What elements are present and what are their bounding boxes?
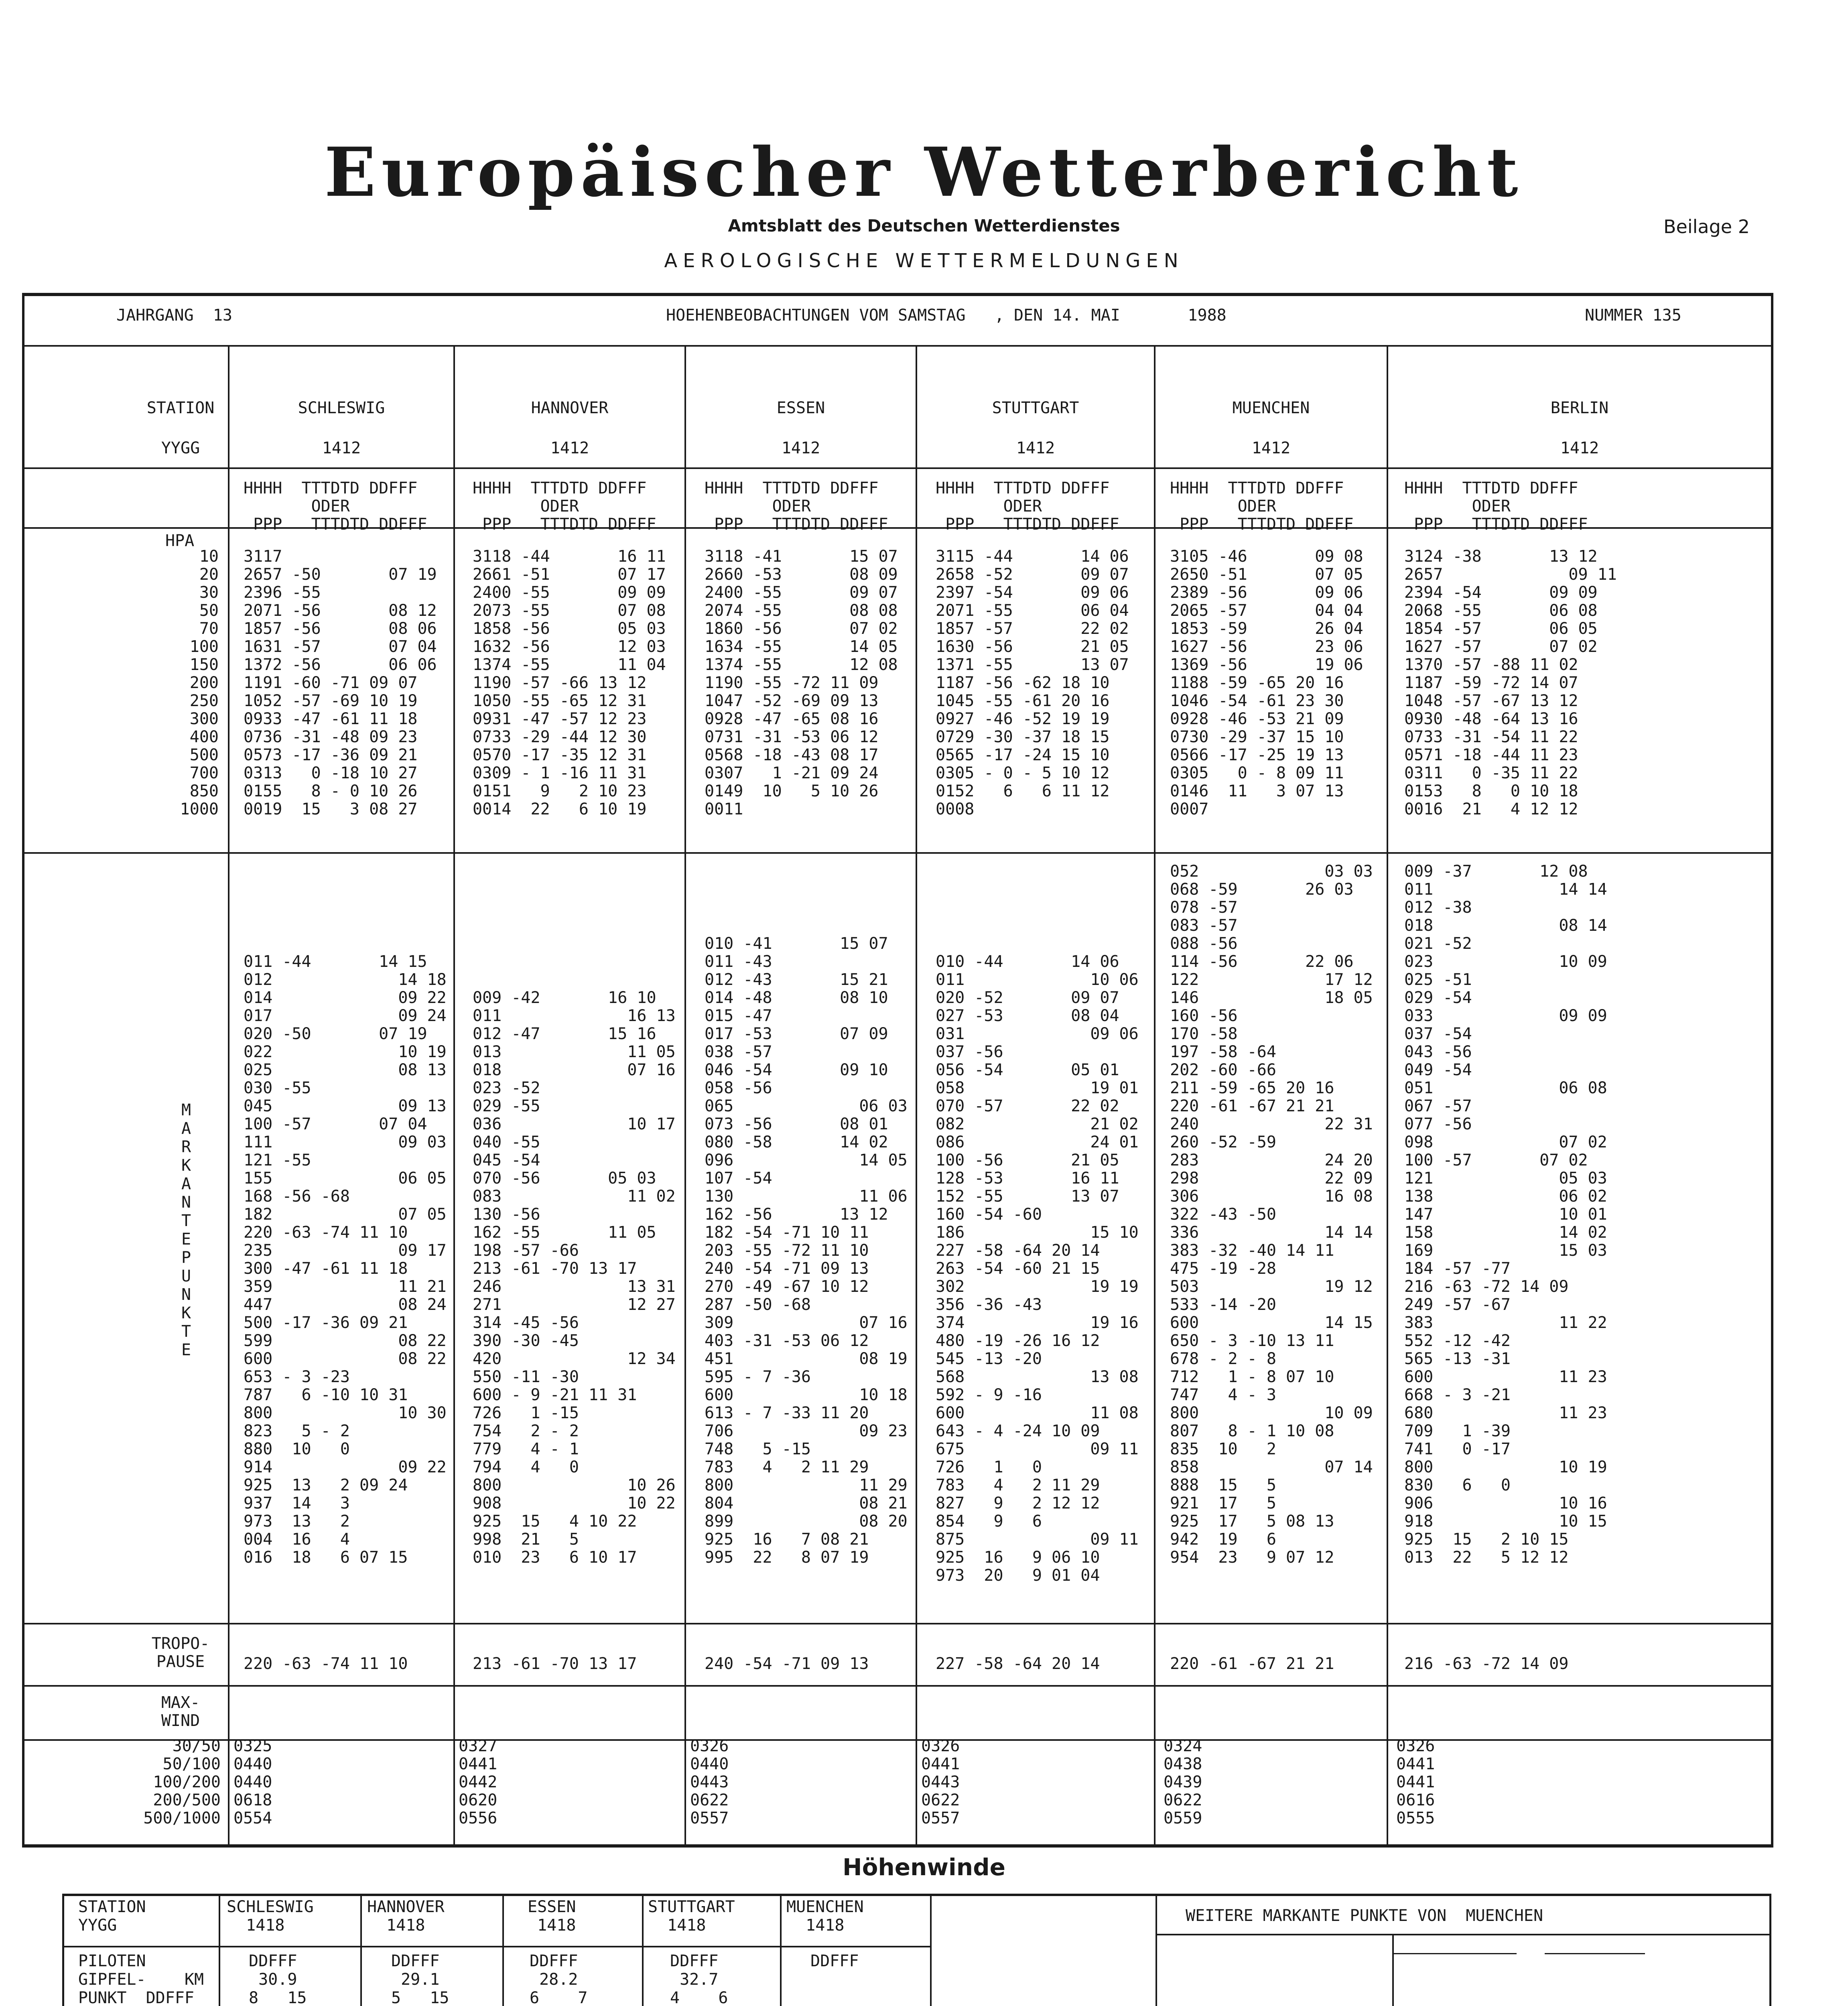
col-sep [453,345,455,1846]
col-sep [916,345,917,1846]
standard-levels: 3115 -44 14 06 2658 -52 09 07 2397 -54 09 06 2071 -55 06 04 1857 -57 22 02 1630 -56 21 05 1371 -55 13 07 1187 -56 -62 18 10 1045 -55 -61 20 16 0927 -46 -52 19 19 0729 -30 -37 18 15 0565 -17 -24 15 10 0305 - 0 - 5 10 12 0152 6 6 11 12 0008 [936,547,1129,818]
maxwind-values: 0327 0441 0442 0620 0556 [459,1737,498,1827]
station-yygg: 1412 [781,439,820,457]
piloten-label: PILOTEN GIPFEL- KM PUNKT DDFFF [78,1952,204,2006]
ascent-table-right-border [1771,293,1773,1847]
station-name: HANNOVER [531,399,609,417]
gipfel-values: DDFFF 30.9 8 15 [249,1952,307,2006]
tropopause-values: 227 -58 -64 20 14 [936,1655,1100,1673]
tropopause-values: 216 -63 -72 14 09 [1404,1655,1569,1673]
supplement-label: Beilage 2 [1663,216,1750,238]
hpa-label: HPA [165,532,195,550]
markante-punkte-label: MARKANTE PUNKTE [181,1101,191,1359]
significant-points: 052 03 03 068 -59 26 03 078 -57 083 -57 088 -56 114 -56 22 06 122 17 12 146 18 05 160 -56 170 -58 197 -58 -64 202 -60 -66 211 -59 -65 20 16 220 -61 -67 21 21 240 22 31 260 -52 -59 283 24 20 298 22 09 306 16 08 322 -43 -50 336 14 14 383 -32 -40 14 11 475 -19 -28 503 19 12 533 -14 -20 600 14 15 650 - 3 -10 13 11 678 - 2 - 8 712 1 - 8 07 10 747 4 - 3 800 10 09 807 8 - 1 10 08 835 10 2 858 07 14 888 15 5 921 17 5 925 17 5 08 13 942 19 6 954 23 9 07 12 [1170,862,1373,1567]
tropopause-values: 220 -61 -67 21 21 [1170,1655,1334,1673]
winds-table-left-border [62,1894,64,2006]
maxwind-values: 0326 0440 0443 0622 0557 [690,1737,729,1827]
ascent-table-left-border [22,293,24,1847]
page-title: Europäischer Wetterbericht [324,132,1524,212]
maxwind-values: 0326 0441 0443 0622 0557 [921,1737,960,1827]
maxwind-layers: 30/50 50/100 100/200 200/500 500/1000 [143,1737,221,1827]
winds-station-label: STATION YYGG [78,1898,146,1935]
yygg-row-label: YYGG [161,439,200,457]
pressure-levels: 10 20 30 50 70 100 150 200 250 300 400 500 700 850 1000 [180,547,219,818]
station-name: SCHLESWIG [298,399,385,417]
tropopause-values: 213 -61 -70 13 17 [473,1655,637,1673]
col-sep [219,1894,220,2006]
significant-points: 009 -37 12 08 011 14 14 012 -38 018 08 14 021 -52 023 10 09 025 -51 029 -54 033 09 09 037 -54 043 -56 049 -54 051 06 08 067 -57 077 -56 098 07 02 100 -57 07 02 121 05 03 138 06 02 147 10 01 158 14 02 169 15 03 184 -57 -77 216 -63 -72 14 09 249 -57 -67 383 11 22 552 -12 -42 565 -13 -31 600 11 23 668 - 3 -21 680 11 23 709 1 -39 741 0 -17 800 10 19 830 6 0 906 10 16 918 10 15 925 15 2 10 15 013 22 5 12 12 [1404,862,1607,1567]
winds-table-top-border [62,1894,1771,1896]
col-sep [1392,1934,1394,2006]
tropopause-values: 240 -54 -71 09 13 [705,1655,869,1673]
ascent-table-top-border [22,293,1773,296]
wind-station-name: STUTTGART 1418 [648,1898,735,1935]
col-sep [1387,345,1388,1846]
row-sep [62,1946,931,1947]
row-sep [22,852,1773,854]
tropopause-label: TROPO- PAUSE [151,1634,210,1671]
winds-heading: Höhenwinde [843,1854,1005,1881]
ascent-meta-divider [22,345,1773,347]
row-sep [1156,1934,1771,1935]
station-name: STUTTGART [992,399,1079,417]
standard-levels: 3118 -44 16 11 2661 -51 07 17 2400 -55 09 09 2073 -55 07 08 1858 -56 05 03 1632 -56 12 03 1374 -55 11 04 1190 -57 -66 13 12 1050 -55 -65 12 31 0931 -47 -57 12 23 0733 -29 -44 12 30 0570 -17 -35 12 31 0309 - 1 -16 11 31 0151 9 2 10 23 0014 22 6 10 19 [473,547,666,818]
section-title: AEROLOGISCHE WETTERMELDUNGEN [664,250,1184,272]
winds-table-right-border [1769,1894,1771,2006]
station-name: BERLIN [1550,399,1609,417]
gipfel-values: DDFFF 28.2 6 7 [530,1952,588,2006]
station-yygg: 1412 [322,439,361,457]
standard-levels: 3118 -41 15 07 2660 -53 08 09 2400 -55 09 07 2074 -55 08 08 1860 -56 07 02 1634 -55 14 05 1374 -55 12 08 1190 -55 -72 11 09 1047 -52 -69 09 13 0928 -47 -65 08 16 0731 -31 -53 06 12 0568 -18 -43 08 17 0307 1 -21 09 24 0149 10 5 10 26 0011 [705,547,898,818]
significant-points: 009 -42 16 10 011 16 13 012 -47 15 16 013 11 05 018 07 16 023 -52 029 -55 036 10 17 040 -55 045 -54 070 -56 05 03 083 11 02 130 -56 162 -55 11 05 198 -57 -66 213 -61 -70 13 17 246 13 31 271 12 27 314 -45 -56 390 -30 -45 420 12 34 550 -11 -30 600 - 9 -21 11 31 726 1 -15 754 2 - 2 779 4 - 1 794 4 0 800 10 26 908 10 22 925 15 4 10 22 998 21 5 010 23 6 10 17 [473,989,676,1567]
station-yygg: 1412 [550,439,589,457]
significant-points: 010 -41 15 07 011 -43 012 -43 15 21 014 -48 08 10 015 -47 017 -53 07 09 038 -57 046 -54 09 10 058 -56 065 06 03 073 -56 08 01 080 -58 14 02 096 14 05 107 -54 130 11 06 162 -56 13 12 182 -54 -71 10 11 203 -55 -72 11 10 240 -54 -71 09 13 270 -49 -67 10 12 287 -50 -68 309 07 16 403 -31 -53 06 12 451 08 19 595 - 7 -36 600 10 18 613 - 7 -33 11 20 706 09 23 748 5 -15 783 4 2 11 29 800 11 29 804 08 21 899 08 20 925 16 7 08 21 995 22 8 07 19 [705,934,908,1567]
dash-sep [1392,1953,1517,1954]
row-sep [22,1685,1773,1687]
column-header: HHHH TTTDTD DDFFF ODER PPP TTTDTD DDFFF [473,479,656,534]
station-yygg: 1412 [1560,439,1599,457]
gipfel-values: DDFFF [810,1952,859,1970]
dash-sep [1545,1953,1645,1954]
maxwind-values: 0324 0438 0439 0622 0559 [1164,1737,1202,1827]
ascent-table-bottom-border [22,1844,1773,1848]
wind-station-name: HANNOVER 1418 [367,1898,445,1935]
maxwind-values: 0325 0440 0440 0618 0554 [234,1737,272,1827]
column-header: HHHH TTTDTD DDFFF ODER PPP TTTDTD DDFFF [1404,479,1588,534]
significant-points: 011 -44 14 15 012 14 18 014 09 22 017 09 24 020 -50 07 19 022 10 19 025 08 13 030 -55 045 09 13 100 -57 07 04 111 09 03 121 -55 155 06 05 168 -56 -68 182 07 05 220 -63 -74 11 10 235 09 17 300 -47 -61 11 18 359 11 21 447 08 24 500 -17 -36 09 21 599 08 22 600 08 22 653 - 3 -23 787 6 -10 10 31 800 10 30 823 5 - 2 880 10 0 914 09 22 925 13 2 09 24 937 14 3 973 13 2 004 16 4 016 18 6 07 15 [244,952,447,1567]
wind-station-name: ESSEN 1418 [528,1898,576,1935]
standard-levels: 3105 -46 09 08 2650 -51 07 05 2389 -56 09 06 2065 -57 04 04 1853 -59 26 04 1627 -56 23 06 1369 -56 19 06 1188 -59 -65 20 16 1046 -54 -61 23 30 0928 -46 -53 21 09 0730 -29 -37 15 10 0566 -17 -25 19 13 0305 0 - 8 09 11 0146 11 3 07 13 0007 [1170,547,1363,818]
issue-number: NUMMER 135 [1585,306,1681,325]
col-sep [684,345,686,1846]
standard-levels: 3124 -38 13 12 2657 09 11 2394 -54 09 09 2068 -55 06 08 1854 -57 06 05 1627 -57 07 02 1370 -57 -88 11 02 1187 -59 -72 14 07 1048 -57 -67 13 12 0930 -48 -64 13 16 0733 -31 -54 11 22 0571 -18 -44 11 23 0311 0 -35 11 22 0153 8 0 10 18 0016 21 4 12 12 [1404,547,1617,818]
significant-points: 010 -44 14 06 011 10 06 020 -52 09 07 027 -53 08 04 031 09 06 037 -56 056 -54 05 01 058 19 01 070 -57 22 02 082 21 02 086 24 01 100 -56 21 05 128 -53 16 11 152 -55 13 07 160 -54 -60 186 15 10 227 -58 -64 20 14 263 -54 -60 21 15 302 19 19 356 -36 -43 374 19 16 480 -19 -26 16 12 545 -13 -20 568 13 08 592 - 9 -16 600 11 08 643 - 4 -24 10 09 675 09 11 726 1 0 783 4 2 11 29 827 9 2 12 12 854 9 6 875 09 11 925 16 9 06 10 973 20 9 01 04 [936,952,1139,1585]
station-name: MUENCHEN [1232,399,1310,417]
col-sep [1154,345,1156,1846]
row-sep [22,467,1773,469]
col-sep [642,1894,644,2006]
col-sep [228,345,229,1846]
column-header: HHHH TTTDTD DDFFF ODER PPP TTTDTD DDFFF [936,479,1119,534]
col-sep [1156,1894,1157,2006]
weitere-title: WEITERE MARKANTE PUNKTE VON MUENCHEN [1186,1907,1543,1925]
col-sep [502,1894,504,2006]
maxwind-values: 0326 0441 0441 0616 0555 [1396,1737,1435,1827]
column-header: HHHH TTTDTD DDFFF ODER PPP TTTDTD DDFFF [244,479,427,534]
standard-levels: 3117 2657 -50 07 19 2396 -55 2071 -56 08 12 1857 -56 08 06 1631 -57 07 04 1372 -56 06 06 1191 -60 -71 09 07 1052 -57 -69 10 19 0933 -47 -61 11 18 0736 -31 -48 09 23 0573 -17 -36 09 21 0313 0 -18 10 27 0155 8 - 0 10 26 0019 15 3 08 27 [244,547,437,818]
maxwind-label: MAX- WIND [161,1693,200,1730]
jahrgang: JAHRGANG 13 [116,306,232,325]
col-sep [780,1894,782,2006]
column-header: HHHH TTTDTD DDFFF ODER PPP TTTDTD DDFFF [1170,479,1354,534]
wind-station-name: SCHLESWIG 1418 [227,1898,314,1935]
station-row-label: STATION [146,399,215,417]
row-sep [22,1739,1773,1741]
observation-date: HOEHENBEOBACHTUNGEN VOM SAMSTAG , DEN 14. MAI 1988 [666,306,1227,325]
publisher-subtitle: Amtsblatt des Deutschen Wetterdienstes [728,216,1120,236]
station-name: ESSEN [776,399,825,417]
gipfel-values: DDFFF 32.7 4 6 [670,1952,728,2006]
station-yygg: 1412 [1251,439,1291,457]
tropopause-values: 220 -63 -74 11 10 [244,1655,408,1673]
row-sep [22,1623,1773,1624]
gipfel-values: DDFFF 29.1 5 15 [391,1952,449,2006]
station-yygg: 1412 [1016,439,1055,457]
column-header: HHHH TTTDTD DDFFF ODER PPP TTTDTD DDFFF [705,479,888,534]
wind-station-name: MUENCHEN 1418 [786,1898,864,1935]
col-sep [930,1894,932,2006]
col-sep [360,1894,362,2006]
